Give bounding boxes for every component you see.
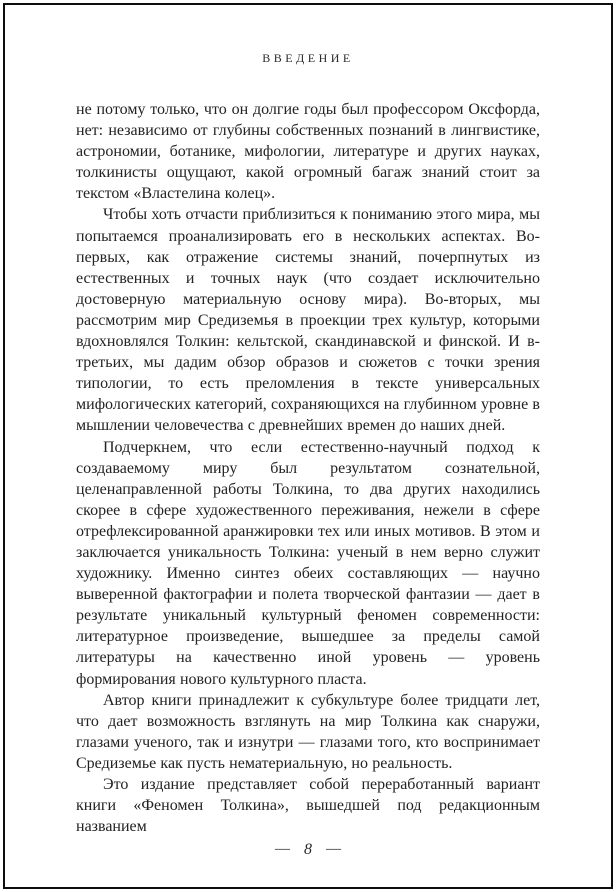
page-footer [5,841,611,859]
page-number: 8 [304,841,312,858]
page-content [76,99,540,837]
page-border [3,3,613,889]
paragraph: Чтобы хоть отчасти приблизиться к пониманию этого мира, мы попытаемся проанализировать его в нескольких аспектах. Во-первых, как отражение системы знаний, почерпнутых из естественных и точных наук (что создает исключительно достоверную материальную основу мира). Во-вторых, мы рассмотрим мир Средиземья в проекции трех культур, которыми вдохновлялся Толкин: кельтской, скандинавской и финской. И в-третьих, мы дадим обзор образов и сюжетов с точки зрения типологии, то есть преломления в тексте универсальных мифологических категорий, сохраняющихся на глубинном уровне в мышлении человечества с древнейших времен до наших дней. [76,206,540,435]
footer-left-dash: — [275,840,290,857]
footer-right-dash: — [326,840,341,857]
paragraph: Подчеркнем, что если естественно-научный подход к создаваемому миру был результатом сознательной, целенаправленной работы Толкина, то два других находились скорее в сфере художественного переживания, нежели в сфере отрефлексированной аранжировки тех или иных мотивов. В этом и заключается уникальность Толкина: ученый в нем верно служит художнику. Именно синтез обеих составляющих — научно выверенной фактографии и полета творческой фантазии — дает в результате уникальный культурный феномен современности: литературное произведение, вышедшее за пределы самой литературы на качественно иной уровень — уровень формирования нового культурного пласта. [76,438,540,688]
paragraph: не потому только, что он долгие годы был профессором Оксфорда, нет: независимо от глубины собственных познаний в лингвистике, астрономии, ботанике, мифологии, литературе и других науках, толкинисты ощущают, какой огромный багаж знаний стоит за текстом «Властелина колец». [76,101,540,203]
paragraph: Это издание представляет собой переработанный вариант книги «Феномен Толкина», вышедшей под редакционным названием [76,776,540,836]
paragraph: Автор книги принадлежит к субкультуре более тридцати лет, что дает возможность взглянуть на мир Толкина как снаружи, глазами ученого, так и изнутри — глазами того, кто воспринимает Средиземье как пусть нематериальную, но реальность. [76,691,540,772]
chapter-header: ВВЕДЕНИЕ [262,51,354,65]
